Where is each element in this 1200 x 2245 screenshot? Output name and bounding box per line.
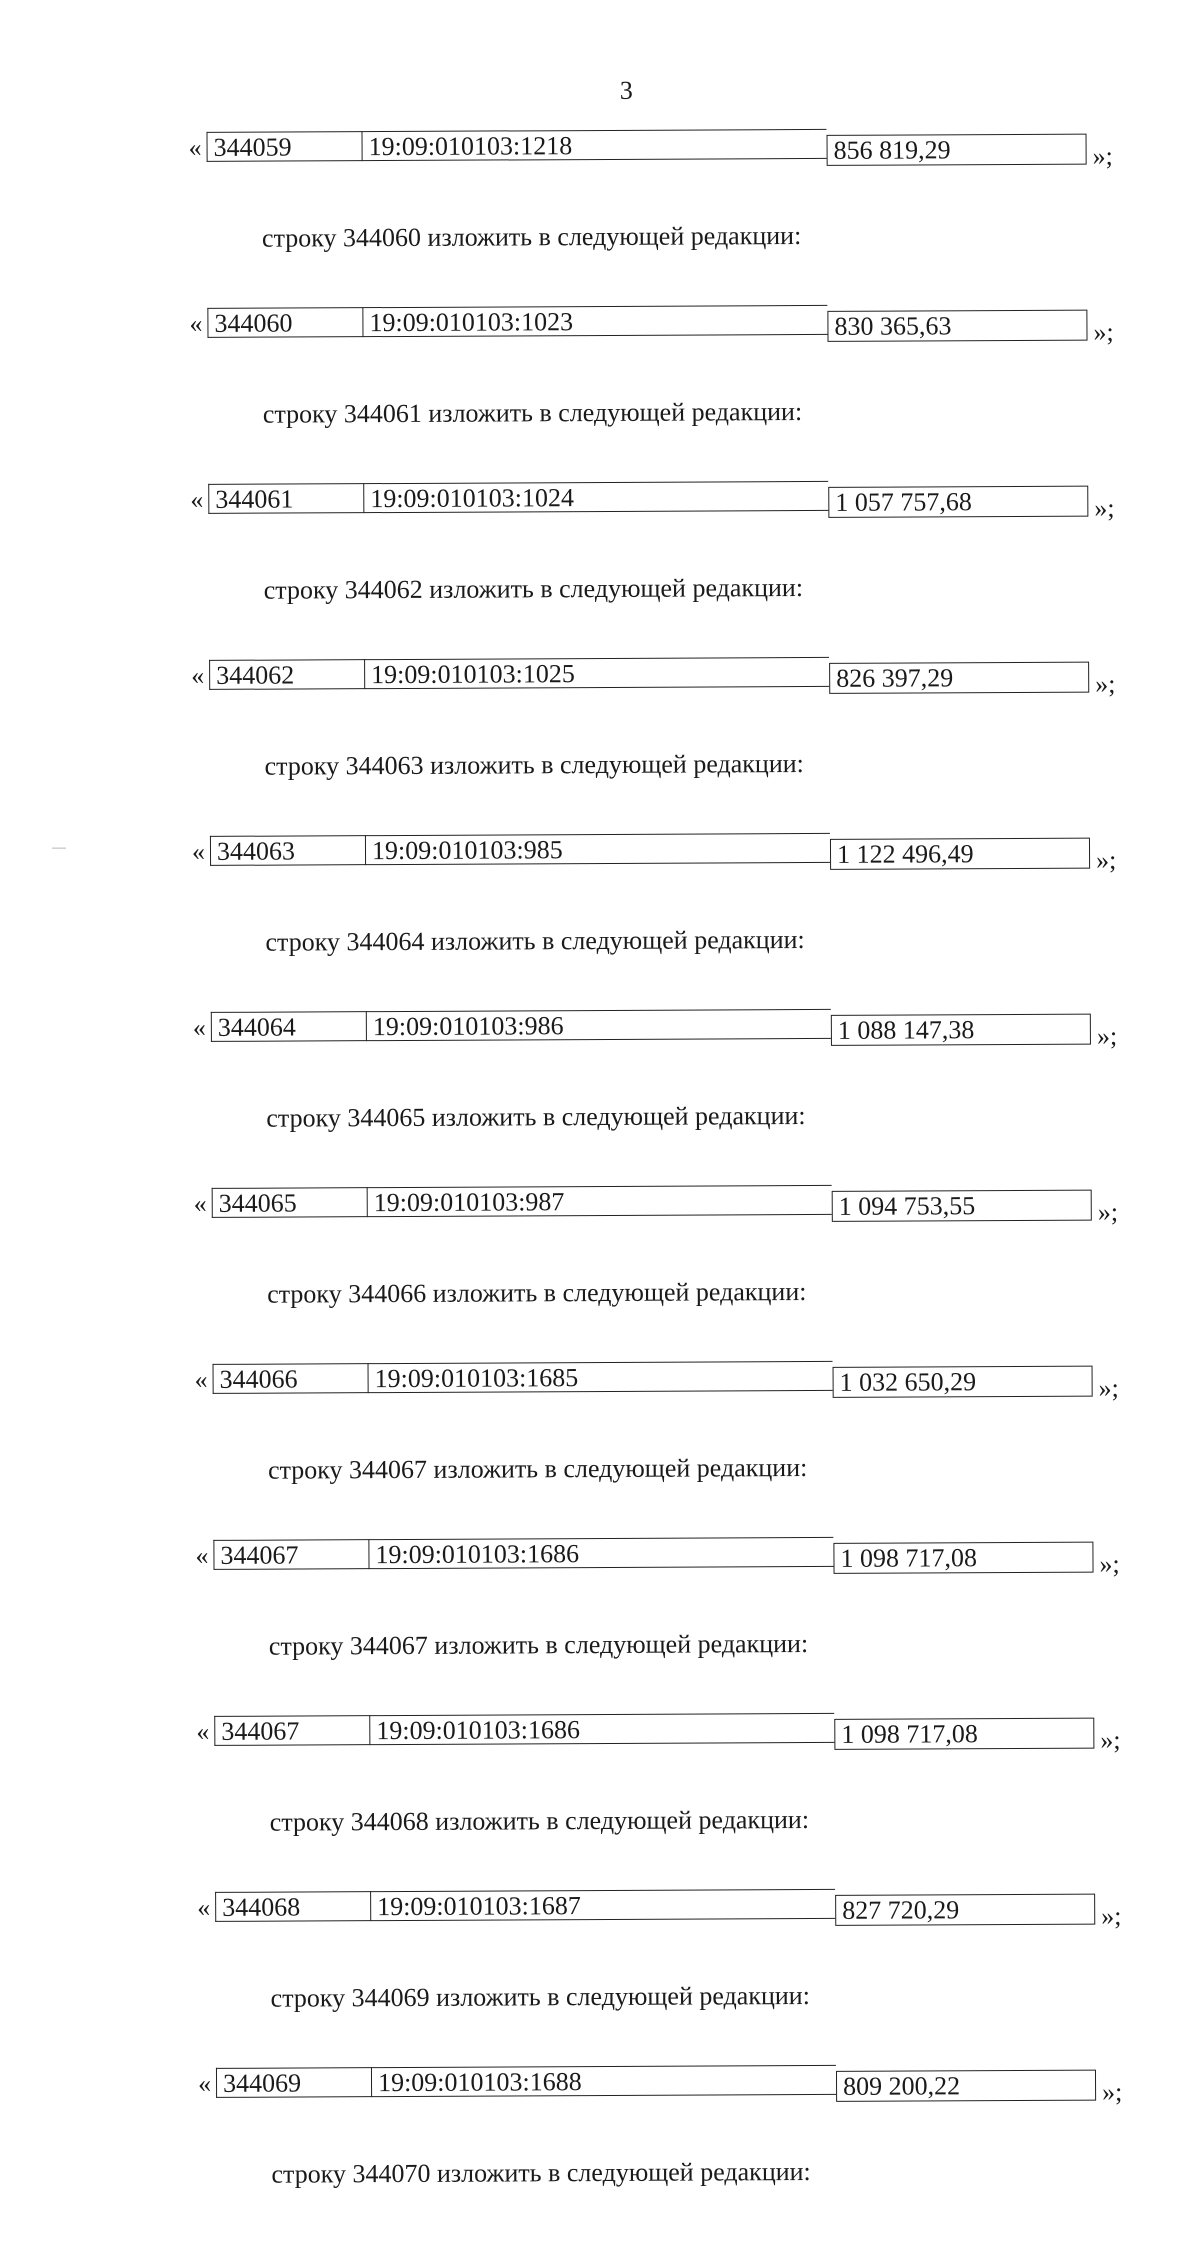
cadastral-value-cell: 1 122 496,49 bbox=[830, 838, 1090, 870]
cadastral-value-cell: 856 819,29 bbox=[827, 134, 1087, 166]
table-row bbox=[206, 128, 1086, 168]
row-code-cell: 344069 bbox=[216, 2067, 371, 2098]
table-row-line bbox=[5, 1887, 1200, 1933]
row-code-cell: 344068 bbox=[215, 1891, 370, 1922]
table-row-line bbox=[3, 1535, 1200, 1581]
cadastral-number-cell: 19:09:010103:1686 bbox=[369, 1713, 834, 1745]
cadastral-value-cell: 1 032 650,29 bbox=[833, 1366, 1093, 1398]
amendment-instruction: строку 344070 изложить в следующей редакции: bbox=[271, 2156, 811, 2189]
table-row bbox=[209, 656, 1089, 696]
closing-quote: »; bbox=[1096, 1021, 1118, 1051]
closing-quote: »; bbox=[1093, 317, 1114, 347]
row-code-cell: 344065 bbox=[212, 1187, 367, 1218]
cadastral-number-cell: 19:09:010103:1218 bbox=[361, 129, 826, 161]
opening-quote: « bbox=[193, 1188, 207, 1218]
table-row-line bbox=[0, 479, 1198, 525]
table-row bbox=[210, 832, 1090, 872]
amendment-instruction: строку 344065 изложить в следующей редакции: bbox=[266, 1100, 806, 1133]
row-code-cell: 344063 bbox=[210, 835, 365, 866]
amendment-list bbox=[0, 127, 1200, 2245]
cadastral-value-cell: 1 088 147,38 bbox=[831, 1014, 1091, 1046]
opening-quote: « bbox=[194, 1364, 208, 1394]
opening-quote: « bbox=[190, 484, 204, 514]
table-row bbox=[216, 2064, 1096, 2104]
amendment-instruction: строку 344062 изложить в следующей редакции: bbox=[263, 573, 804, 605]
cadastral-number-cell: 19:09:010103:1688 bbox=[371, 2065, 836, 2097]
cadastral-number-cell: 19:09:010103:986 bbox=[366, 1009, 831, 1041]
cadastral-value-cell: 826 397,29 bbox=[829, 662, 1089, 694]
opening-quote: « bbox=[197, 2068, 212, 2098]
table-row bbox=[214, 1712, 1094, 1752]
table-row-line bbox=[0, 303, 1198, 349]
cadastral-number-cell: 19:09:010103:987 bbox=[367, 1185, 832, 1217]
cadastral-value-cell: 1 094 753,55 bbox=[832, 1190, 1092, 1222]
cadastral-value-cell: 1 098 717,08 bbox=[833, 1542, 1093, 1574]
row-code-cell: 344060 bbox=[207, 307, 362, 338]
cadastral-value-cell: 809 200,22 bbox=[836, 2070, 1096, 2102]
table-row-line bbox=[0, 127, 1197, 173]
closing-quote: »; bbox=[1099, 1549, 1120, 1579]
row-code-cell: 344067 bbox=[213, 1539, 368, 1570]
amendment-instruction: строку 344066 изложить в следующей редакции: bbox=[267, 1276, 807, 1309]
amendment-instruction: строку 344064 изложить в следующей редакции: bbox=[265, 925, 805, 957]
row-code-cell: 344067 bbox=[214, 1715, 369, 1746]
closing-quote: »; bbox=[1092, 141, 1113, 171]
amendment-instruction: строку 344063 изложить в следующей редакции: bbox=[264, 749, 804, 781]
closing-quote: »; bbox=[1095, 669, 1116, 699]
cadastral-value-cell: 827 720,29 bbox=[835, 1894, 1095, 1926]
cadastral-value-cell: 1 057 757,68 bbox=[828, 486, 1088, 518]
closing-quote: »; bbox=[1097, 1197, 1119, 1227]
cadastral-number-cell: 19:09:010103:1023 bbox=[362, 305, 827, 337]
cadastral-number-cell: 19:09:010103:1685 bbox=[368, 1361, 833, 1393]
cadastral-value-cell: 830 365,63 bbox=[827, 310, 1087, 342]
cadastral-number-cell: 19:09:010103:1024 bbox=[363, 481, 828, 513]
opening-quote: « bbox=[191, 836, 206, 866]
amendment-instruction: строку 344067 изложить в следующей редакции: bbox=[267, 1452, 808, 1485]
opening-quote: « bbox=[195, 1540, 209, 1570]
amendment-instruction: строку 344060 изложить в следующей редакции: bbox=[261, 221, 802, 253]
row-code-cell: 344066 bbox=[213, 1363, 368, 1394]
page-number: 3 bbox=[619, 75, 633, 105]
closing-quote: »; bbox=[1094, 493, 1115, 523]
row-code-cell: 344062 bbox=[209, 659, 364, 690]
amendment-instruction: строку 344067 изложить в следующей редакции: bbox=[268, 1628, 809, 1661]
cadastral-number-cell: 19:09:010103:985 bbox=[365, 833, 830, 865]
table-row bbox=[213, 1360, 1093, 1400]
amendment-instruction: строку 344068 изложить в следующей редакции: bbox=[269, 1804, 810, 1837]
table-row-line bbox=[1, 1007, 1200, 1053]
opening-quote: « bbox=[197, 1892, 211, 1922]
table-row-line bbox=[3, 1359, 1200, 1405]
closing-quote: »; bbox=[1098, 1373, 1119, 1403]
table-row-line bbox=[0, 655, 1199, 701]
cadastral-value-cell: 1 098 717,08 bbox=[834, 1718, 1094, 1750]
amendment-instruction: строку 344061 изложить в следующей редакции: bbox=[262, 397, 803, 429]
row-code-cell: 344059 bbox=[206, 131, 361, 162]
table-row bbox=[212, 1184, 1092, 1224]
amendment-instruction: строку 344069 изложить в следующей редакции: bbox=[270, 1980, 810, 2013]
row-code-cell: 344061 bbox=[208, 483, 363, 514]
table-row bbox=[208, 480, 1088, 520]
cadastral-number-cell: 19:09:010103:1025 bbox=[364, 657, 829, 689]
table-row bbox=[213, 1536, 1093, 1576]
closing-quote: »; bbox=[1100, 1725, 1121, 1755]
table-row bbox=[211, 1008, 1091, 1048]
table-row-line bbox=[6, 2063, 1200, 2109]
cadastral-number-cell: 19:09:010103:1686 bbox=[368, 1537, 833, 1569]
opening-quote: « bbox=[188, 132, 202, 163]
closing-quote: »; bbox=[1101, 1901, 1122, 1931]
opening-quote: « bbox=[196, 1716, 210, 1746]
cadastral-number-cell: 19:09:010103:1687 bbox=[370, 1889, 835, 1921]
row-code-cell: 344064 bbox=[211, 1011, 366, 1042]
margin-mark bbox=[52, 848, 66, 849]
closing-quote: »; bbox=[1102, 2077, 1123, 2107]
table-row bbox=[207, 304, 1087, 344]
closing-quote: »; bbox=[1095, 845, 1117, 875]
opening-quote: « bbox=[192, 1012, 206, 1042]
table-row bbox=[215, 1888, 1095, 1928]
table-row-line bbox=[2, 1183, 1200, 1229]
table-row-line bbox=[0, 831, 1200, 877]
table-row-line bbox=[4, 1711, 1200, 1757]
opening-quote: « bbox=[191, 660, 205, 690]
opening-quote: « bbox=[189, 308, 203, 338]
